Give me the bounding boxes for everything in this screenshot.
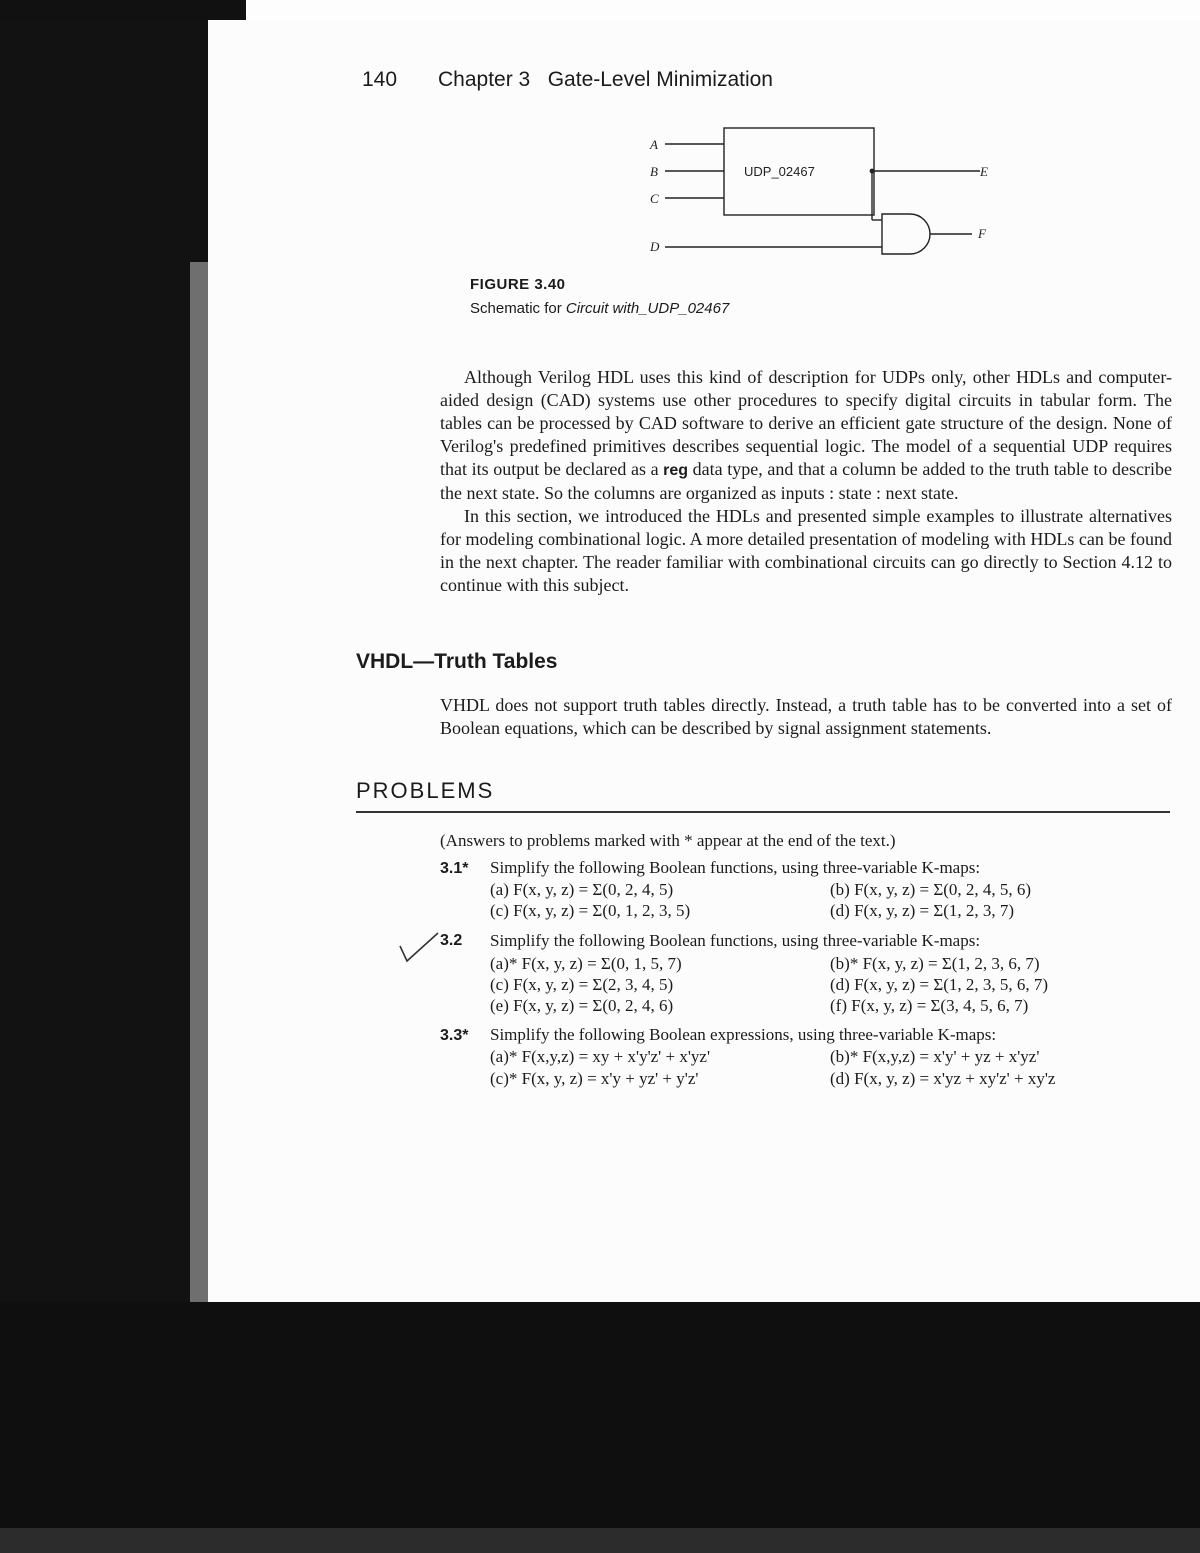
problem-option: (b) F(x, y, z) = Σ(0, 2, 4, 5, 6) [830,880,1032,899]
and-gate [882,214,930,254]
input-label-a: A [650,137,658,152]
junction-dot [870,169,875,174]
problem-option: (b)* F(x,y,z) = x'y' + yz + x'yz' [830,1047,1040,1066]
block-label: UDP_02467 [744,164,815,179]
problem-option: (a) F(x, y, z) = Σ(0, 2, 4, 5) [490,880,674,899]
problem-option: (d) F(x, y, z) = x'yz + xy'z' + xy'z [830,1069,1056,1088]
scan-bottom-edge [0,1528,1200,1553]
scan-dark-border-bottom [0,1302,1200,1553]
problem-option: (e) F(x, y, z) = Σ(0, 2, 4, 6) [490,996,674,1015]
problem-option: (a)* F(x, y, z) = Σ(0, 1, 5, 7) [490,954,682,973]
problems-rule [356,811,1170,813]
chapter-title: Chapter 3 Gate-Level Minimization [438,68,773,91]
problem-statement: Simplify the following Boolean expressions, using three-variable K-maps: [490,1025,997,1044]
vhdl-paragraph: VHDL does not support truth tables directly. Instead, a truth table has to be converted into a set of Boolean equations, which can be described by signal assignment statements. [440,695,1172,738]
paragraph-1-a: Although Verilog HDL uses this kind of description for UDPs only, other HDLs and computer-aided design (CAD) systems use other procedures to specify digital circuits in tabular form. The tables can be processed by CAD software to derive an efficient gate structure of the design. None of Verilog's predefined primitives describes sequential logic. The model of a sequential UDP requires that its output be declared as a [440,367,1172,479]
problem-option: (c) F(x, y, z) = Σ(0, 1, 2, 3, 5) [490,901,691,920]
keyword-reg: reg [658,462,693,479]
input-label-d: D [650,239,660,254]
problem-number: 3.2 [440,932,463,949]
problem-number: 3.3* [440,1027,469,1044]
output-label-e: E [980,164,988,179]
paragraph-2: In this section, we introduced the HDLs and presented simple examples to illustrate alternatives for modeling combinational logic. A more detailed presentation of modeling with HDLs can be found in the next chapter. The reader familiar with combinational circuits can go directly to Section 4.12 to continue with this subject. [440,506,1172,595]
figure-caption [470,300,729,317]
scan-dark-border-top [0,0,246,20]
input-label-b: B [650,164,658,179]
problem-number: 3.1* [440,860,469,877]
problem-option: (d) F(x, y, z) = Σ(1, 2, 3, 7) [830,901,1015,920]
paragraph-1 [440,366,1172,505]
output-label-f: F [978,226,986,241]
problem-option: (a)* F(x,y,z) = xy + x'y'z' + x'yz' [490,1047,711,1066]
input-label-c: C [650,191,659,206]
problem-option: (c)* F(x, y, z) = x'y + yz' + y'z' [490,1069,699,1088]
paragraph-1-b: data type, and that a column be added to the truth table to describe the next state. So the columns are organized as inputs : state : next state. [440,459,1172,503]
problem-option: (f) F(x, y, z) = Σ(3, 4, 5, 6, 7) [830,996,1029,1015]
answers-note: (Answers to problems marked with * appear at the end of the text.) [440,831,896,850]
page-number: 140 [362,68,398,91]
circuit-schematic [620,120,1010,270]
section-heading-vhdl: VHDL—Truth Tables [356,650,558,673]
problem-option: (d) F(x, y, z) = Σ(1, 2, 3, 5, 6, 7) [830,975,1049,994]
problem-statement: Simplify the following Boolean functions, using three-variable K-maps: [490,858,981,877]
problems-heading: PROBLEMS [356,778,495,803]
figure-label: FIGURE 3.40 [470,276,566,293]
problem-option: (b)* F(x, y, z) = Σ(1, 2, 3, 6, 7) [830,954,1040,973]
caption-italic: Circuit with_UDP_02467 [565,300,730,317]
caption-prefix: Schematic for [470,300,566,317]
body-paragraphs [440,366,1172,597]
problem-statement: Simplify the following Boolean functions, using three-variable K-maps: [490,931,981,950]
handwritten-check-icon [398,930,440,964]
problem-option: (c) F(x, y, z) = Σ(2, 3, 4, 5) [490,975,674,994]
